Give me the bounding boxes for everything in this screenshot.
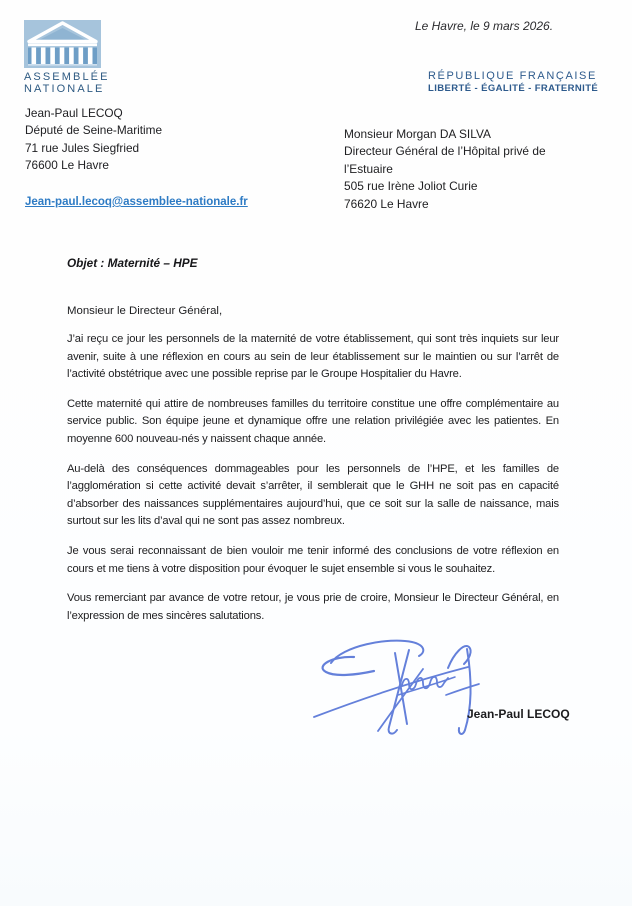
- recipient-name: Monsieur Morgan DA SILVA: [344, 127, 491, 141]
- devise-line: LIBERTÉ - ÉGALITÉ - FRATERNITÉ: [428, 83, 599, 94]
- recipient-title-line1: Directeur Général de l’Hôpital privé de: [344, 144, 546, 159]
- sender-email-link[interactable]: Jean-paul.lecoq@assemblee-nationale.fr: [25, 196, 248, 208]
- body-paragraph: Au-delà des conséquences dommageables pour les personnels de l’HPE, et les familles de l’agglomération si cette activité devait s’arrêter, il semblerait que le GHH ne soit pas en capacité d’absorber des naissances supplémentaires aujourd’hui, que ce soit sur la salle de naissance, mais surtout sur les lits d’aval qui ne sont pas assez nombreux.: [67, 462, 559, 528]
- assemblee-nationale-temple-icon: [24, 20, 101, 68]
- sender-name: Jean-Paul LECOQ: [25, 106, 123, 120]
- body-paragraph: J’ai reçu ce jour les personnels de la maternité de votre établissement, qui sont très inquiets sur leur avenir, suite à une réflexion en cours au sein de leur établissement sur le maintien ou sur l’arrêt de l’activité obstétrique avec une possible reprise par le Groupe Hospitalier du Havre.: [67, 333, 559, 381]
- salutation: Monsieur le Directeur Général,: [67, 305, 223, 317]
- recipient-block: [344, 126, 546, 213]
- body-paragraph: Cette maternité qui attire de nombreuses familles du territoire constitue une offre complémentaire au service public. Son équipe jeune et dynamique offre une relation privilégiée avec les patientes. En moyenne 600 nouveau-nés y naissent chaque année.: [67, 397, 559, 445]
- dateline: Le Havre, le 9 mars 2026.: [414, 19, 554, 33]
- logo-wordmark: [24, 71, 110, 95]
- logo-wordmark-line1: ASSEMBLÉE: [24, 71, 110, 83]
- sender-address-line1: 71 rue Jules Siegfried: [25, 140, 140, 155]
- subject-line: Objet : Maternité – HPE: [67, 256, 198, 270]
- handwritten-signature-icon: [298, 638, 518, 753]
- recipient-address-line2: 76620 Le Havre: [344, 196, 429, 211]
- sender-title: Député de Seine-Maritime: [25, 123, 163, 138]
- recipient-address-line1: 505 rue Irène Joliot Curie: [344, 179, 478, 194]
- sender-block: [25, 105, 162, 174]
- signature-printed-name: Jean-Paul LECOQ: [467, 707, 570, 721]
- sender-address-line2: 76600 Le Havre: [25, 157, 109, 172]
- recipient-title-line2: l’Estuaire: [344, 161, 393, 176]
- republique-francaise-block: [428, 70, 599, 94]
- republique-line: RÉPUBLIQUE FRANÇAISE: [428, 70, 597, 82]
- body-paragraph: Je vous serai reconnaissant de bien vouloir me tenir informé des conclusions de votre réflexion en cours et me tiens à votre disposition pour évoquer le sujet ensemble si vous le souhaitez.: [67, 544, 559, 575]
- body-paragraph: Vous remerciant par avance de votre retour, je vous prie de croire, Monsieur le Directeur Général, en l’expression de mes sincères salutations.: [67, 592, 559, 622]
- letter-body: [67, 331, 559, 637]
- logo-wordmark-line2: NATIONALE: [24, 83, 105, 95]
- assemblee-nationale-logo: [24, 20, 110, 95]
